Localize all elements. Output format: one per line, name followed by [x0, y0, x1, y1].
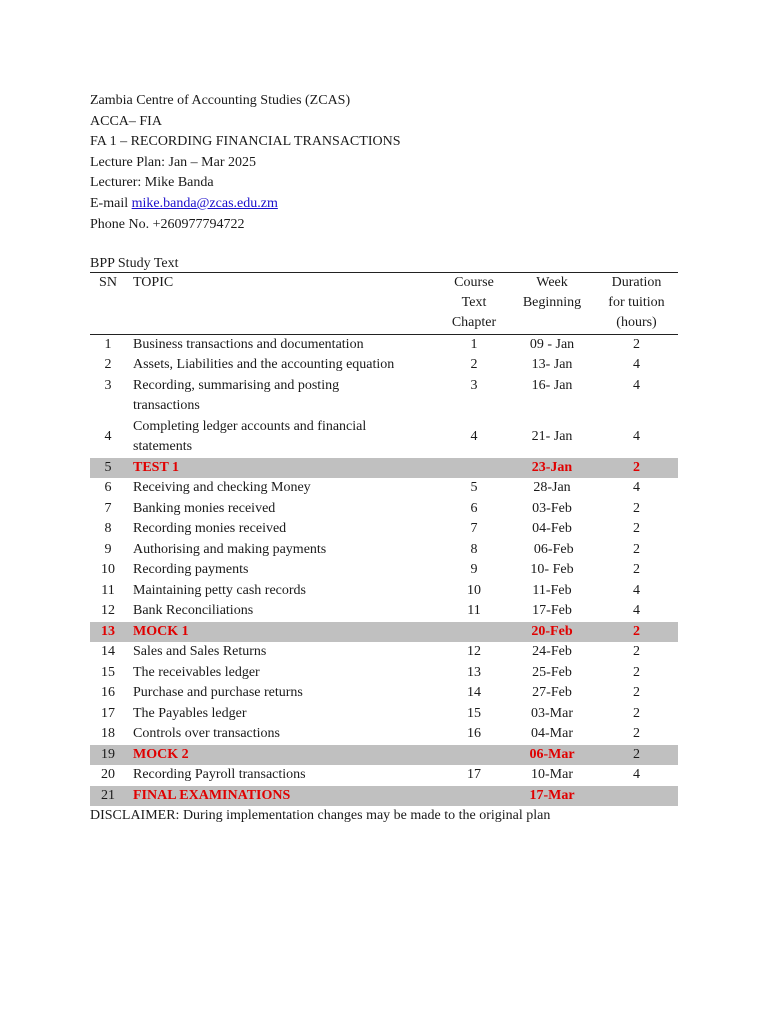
- cell-chapter: 6: [470, 500, 478, 516]
- header-duration-line: (hours): [616, 315, 657, 331]
- header-chapter-line: Chapter: [451, 315, 497, 331]
- table-row: [90, 642, 678, 663]
- table-body: [90, 334, 678, 806]
- header-week-line: Week: [536, 274, 568, 290]
- cell-topic-line: Receiving and checking Money: [133, 480, 311, 496]
- header-chapter: [439, 272, 509, 334]
- cell-sn: 12: [101, 603, 115, 619]
- course-title: FA 1 – RECORDING FINANCIAL TRANSACTIONS: [90, 134, 401, 150]
- cell-hours: 2: [595, 622, 678, 643]
- cell-week: 21- Jan: [531, 428, 573, 444]
- cell-hours: 4: [633, 603, 640, 619]
- cell-chapter: 8: [470, 541, 478, 557]
- cell-week: 17-Mar: [509, 786, 595, 807]
- cell-topic: [126, 499, 439, 520]
- cell-topic: [126, 540, 439, 561]
- cell-topic: [126, 478, 439, 499]
- cell-topic-line: Bank Reconciliations: [133, 603, 254, 619]
- cell-sn: 15: [101, 664, 115, 680]
- cell-sn: 6: [104, 480, 112, 496]
- cell-week: 10-Mar: [531, 767, 573, 783]
- cell-hours: 2: [633, 521, 640, 537]
- table-row: [90, 499, 678, 520]
- cell-hours: 2: [595, 458, 678, 479]
- cell-sn: 4: [104, 428, 112, 444]
- header-duration-line: Duration: [611, 274, 662, 290]
- cell-week: 06-Feb: [530, 541, 574, 557]
- cell-sn: 9: [104, 541, 112, 557]
- cell-topic-line: Recording Payroll transactions: [133, 767, 306, 783]
- header-duration-line: for tuition: [608, 295, 665, 311]
- cell-chapter: 17: [467, 767, 481, 783]
- cell-week: 03-Mar: [531, 705, 573, 721]
- cell-sn: 3: [104, 377, 112, 393]
- cell-chapter: 9: [470, 562, 478, 578]
- cell-chapter: [439, 622, 509, 643]
- cell-topic: [126, 642, 439, 663]
- cell-topic: [126, 704, 439, 725]
- document-page: [90, 91, 680, 827]
- phone-number: Phone No. +260977794722: [90, 216, 245, 232]
- cell-week: 09 - Jan: [529, 336, 575, 352]
- cell-topic: [126, 745, 439, 766]
- cell-topic-line: Banking monies received: [133, 500, 276, 516]
- cell-topic-line: Authorising and making payments: [133, 541, 327, 557]
- table-row: [90, 540, 678, 561]
- cell-topic-line: Controls over transactions: [133, 726, 280, 742]
- cell-week: 27-Feb: [532, 685, 572, 701]
- cell-topic-line: MOCK 2: [133, 746, 189, 762]
- program-name: ACCA– FIA: [90, 113, 162, 129]
- email-line: [90, 194, 680, 215]
- email-link[interactable]: mike.banda@zcas.edu.zm: [131, 195, 278, 211]
- cell-topic: [126, 724, 439, 745]
- cell-week: 16- Jan: [531, 377, 573, 393]
- table-row: [90, 376, 678, 417]
- cell-hours: 4: [633, 767, 640, 783]
- table-row: [90, 355, 678, 376]
- cell-sn: 17: [101, 705, 115, 721]
- cell-chapter: 4: [470, 428, 478, 444]
- table-caption: BPP Study Text: [90, 255, 179, 271]
- cell-hours: 2: [633, 336, 640, 352]
- cell-chapter: [439, 786, 509, 807]
- cell-week: 11-Feb: [532, 582, 572, 598]
- cell-hours: 2: [633, 726, 640, 742]
- cell-sn: 16: [101, 685, 115, 701]
- disclaimer: DISCLAIMER: During implementation changes may be made to the original plan: [90, 808, 551, 824]
- schedule-table: [90, 272, 678, 806]
- cell-week: 03-Feb: [532, 500, 572, 516]
- cell-topic: [126, 765, 439, 786]
- cell-topic: [126, 786, 439, 807]
- cell-topic: [126, 683, 439, 704]
- cell-topic: [126, 601, 439, 622]
- cell-sn: 10: [101, 562, 115, 578]
- cell-topic-line: Completing ledger accounts and financial: [133, 418, 367, 434]
- cell-hours: 2: [633, 664, 640, 680]
- cell-topic-line: The Payables ledger: [133, 705, 247, 721]
- cell-chapter: 2: [470, 357, 478, 373]
- cell-hours: 4: [633, 357, 640, 373]
- table-row: [90, 478, 678, 499]
- cell-topic-line: Maintaining petty cash records: [133, 582, 307, 598]
- cell-topic-line: Purchase and purchase returns: [133, 685, 303, 701]
- table-row-highlight: [90, 745, 678, 766]
- table-row: [90, 601, 678, 622]
- table-row: [90, 334, 678, 355]
- cell-topic: [126, 622, 439, 643]
- table-row: [90, 724, 678, 745]
- cell-topic: [126, 458, 439, 479]
- cell-sn: 1: [104, 336, 112, 352]
- cell-chapter: 10: [467, 582, 481, 598]
- cell-topic-line: transactions: [133, 398, 200, 414]
- cell-week: 20-Feb: [509, 622, 595, 643]
- header-week-line: Beginning: [522, 295, 582, 311]
- table-row: [90, 765, 678, 786]
- cell-chapter: 12: [467, 644, 481, 660]
- table-row: [90, 683, 678, 704]
- cell-topic-line: MOCK 1: [133, 623, 189, 639]
- cell-week: 06-Mar: [509, 745, 595, 766]
- cell-sn: 5: [90, 458, 126, 479]
- cell-hours: [595, 786, 678, 807]
- cell-sn: 18: [101, 726, 115, 742]
- lecturer-name: Lecturer: Mike Banda: [90, 175, 214, 191]
- cell-chapter: [439, 458, 509, 479]
- lecture-plan: Lecture Plan: Jan – Mar 2025: [90, 154, 257, 170]
- table-row-highlight: [90, 622, 678, 643]
- cell-hours: 2: [633, 541, 640, 557]
- cell-sn: 11: [101, 582, 115, 598]
- cell-hours: 2: [633, 562, 640, 578]
- cell-topic: [126, 519, 439, 540]
- cell-chapter: 3: [470, 377, 478, 393]
- cell-topic-line: TEST 1: [133, 459, 180, 475]
- cell-hours: 4: [633, 582, 640, 598]
- cell-topic: [126, 417, 439, 458]
- cell-sn: 13: [90, 622, 126, 643]
- cell-sn: 20: [101, 767, 115, 783]
- cell-topic: [126, 581, 439, 602]
- cell-topic-line: Assets, Liabilities and the accounting equation: [133, 357, 395, 373]
- cell-topic-line: Recording, summarising and posting: [133, 377, 340, 393]
- header-sn: SN: [99, 274, 117, 290]
- cell-topic-line: Business transactions and documentation: [133, 336, 364, 352]
- cell-topic: [126, 560, 439, 581]
- cell-chapter: 5: [470, 480, 478, 496]
- table-row: [90, 560, 678, 581]
- cell-hours: 4: [633, 480, 640, 496]
- table-row: [90, 704, 678, 725]
- cell-week: 10- Feb: [530, 562, 574, 578]
- header-week: [509, 272, 595, 334]
- cell-sn: 8: [104, 521, 112, 537]
- cell-hours: 2: [633, 644, 640, 660]
- table-row-highlight: [90, 786, 678, 807]
- table-row-highlight: [90, 458, 678, 479]
- cell-chapter: [439, 745, 509, 766]
- cell-sn: 7: [104, 500, 112, 516]
- cell-week: 13- Jan: [531, 357, 573, 373]
- cell-chapter: 15: [467, 705, 481, 721]
- cell-sn: 21: [90, 786, 126, 807]
- table-row: [90, 581, 678, 602]
- cell-chapter: 1: [470, 336, 478, 352]
- cell-hours: 2: [633, 500, 640, 516]
- header-duration: [595, 272, 678, 334]
- cell-topic-line: The receivables ledger: [133, 664, 260, 680]
- cell-week: 23-Jan: [509, 458, 595, 479]
- cell-week: 24-Feb: [532, 644, 572, 660]
- cell-hours: 4: [633, 377, 640, 393]
- table-header-row: [90, 272, 678, 334]
- cell-chapter: 14: [467, 685, 481, 701]
- cell-topic-line: statements: [133, 439, 193, 455]
- cell-topic: [126, 376, 439, 417]
- cell-topic-line: Recording monies received: [133, 521, 287, 537]
- table-row: [90, 417, 678, 458]
- cell-week: 04-Mar: [531, 726, 573, 742]
- cell-hours: 4: [633, 428, 640, 444]
- table-row: [90, 519, 678, 540]
- cell-hours: 2: [633, 685, 640, 701]
- table-row: [90, 663, 678, 684]
- cell-chapter: 13: [467, 664, 481, 680]
- cell-topic: [126, 334, 439, 355]
- cell-week: 25-Feb: [532, 664, 572, 680]
- cell-hours: 2: [633, 705, 640, 721]
- cell-sn: 19: [90, 745, 126, 766]
- email-label: E-mail: [90, 195, 132, 211]
- cell-topic-line: FINAL EXAMINATIONS: [133, 787, 291, 803]
- cell-topic: [126, 355, 439, 376]
- cell-week: 28-Jan: [533, 480, 571, 496]
- cell-topic-line: Recording payments: [133, 562, 249, 578]
- cell-chapter: 7: [470, 521, 478, 537]
- header-topic: TOPIC: [133, 274, 174, 290]
- institution-name: Zambia Centre of Accounting Studies (ZCAS): [90, 93, 351, 108]
- cell-hours: 2: [595, 745, 678, 766]
- cell-topic-line: Sales and Sales Returns: [133, 644, 267, 660]
- cell-week: 17-Feb: [532, 603, 572, 619]
- cell-chapter: 16: [467, 726, 481, 742]
- cell-chapter: 11: [467, 603, 481, 619]
- cell-sn: 14: [101, 644, 115, 660]
- header-chapter-line: Course: [454, 274, 494, 290]
- header-chapter-line: Text: [461, 295, 487, 311]
- cell-topic: [126, 663, 439, 684]
- cell-week: 04-Feb: [532, 521, 572, 537]
- cell-sn: 2: [104, 357, 112, 373]
